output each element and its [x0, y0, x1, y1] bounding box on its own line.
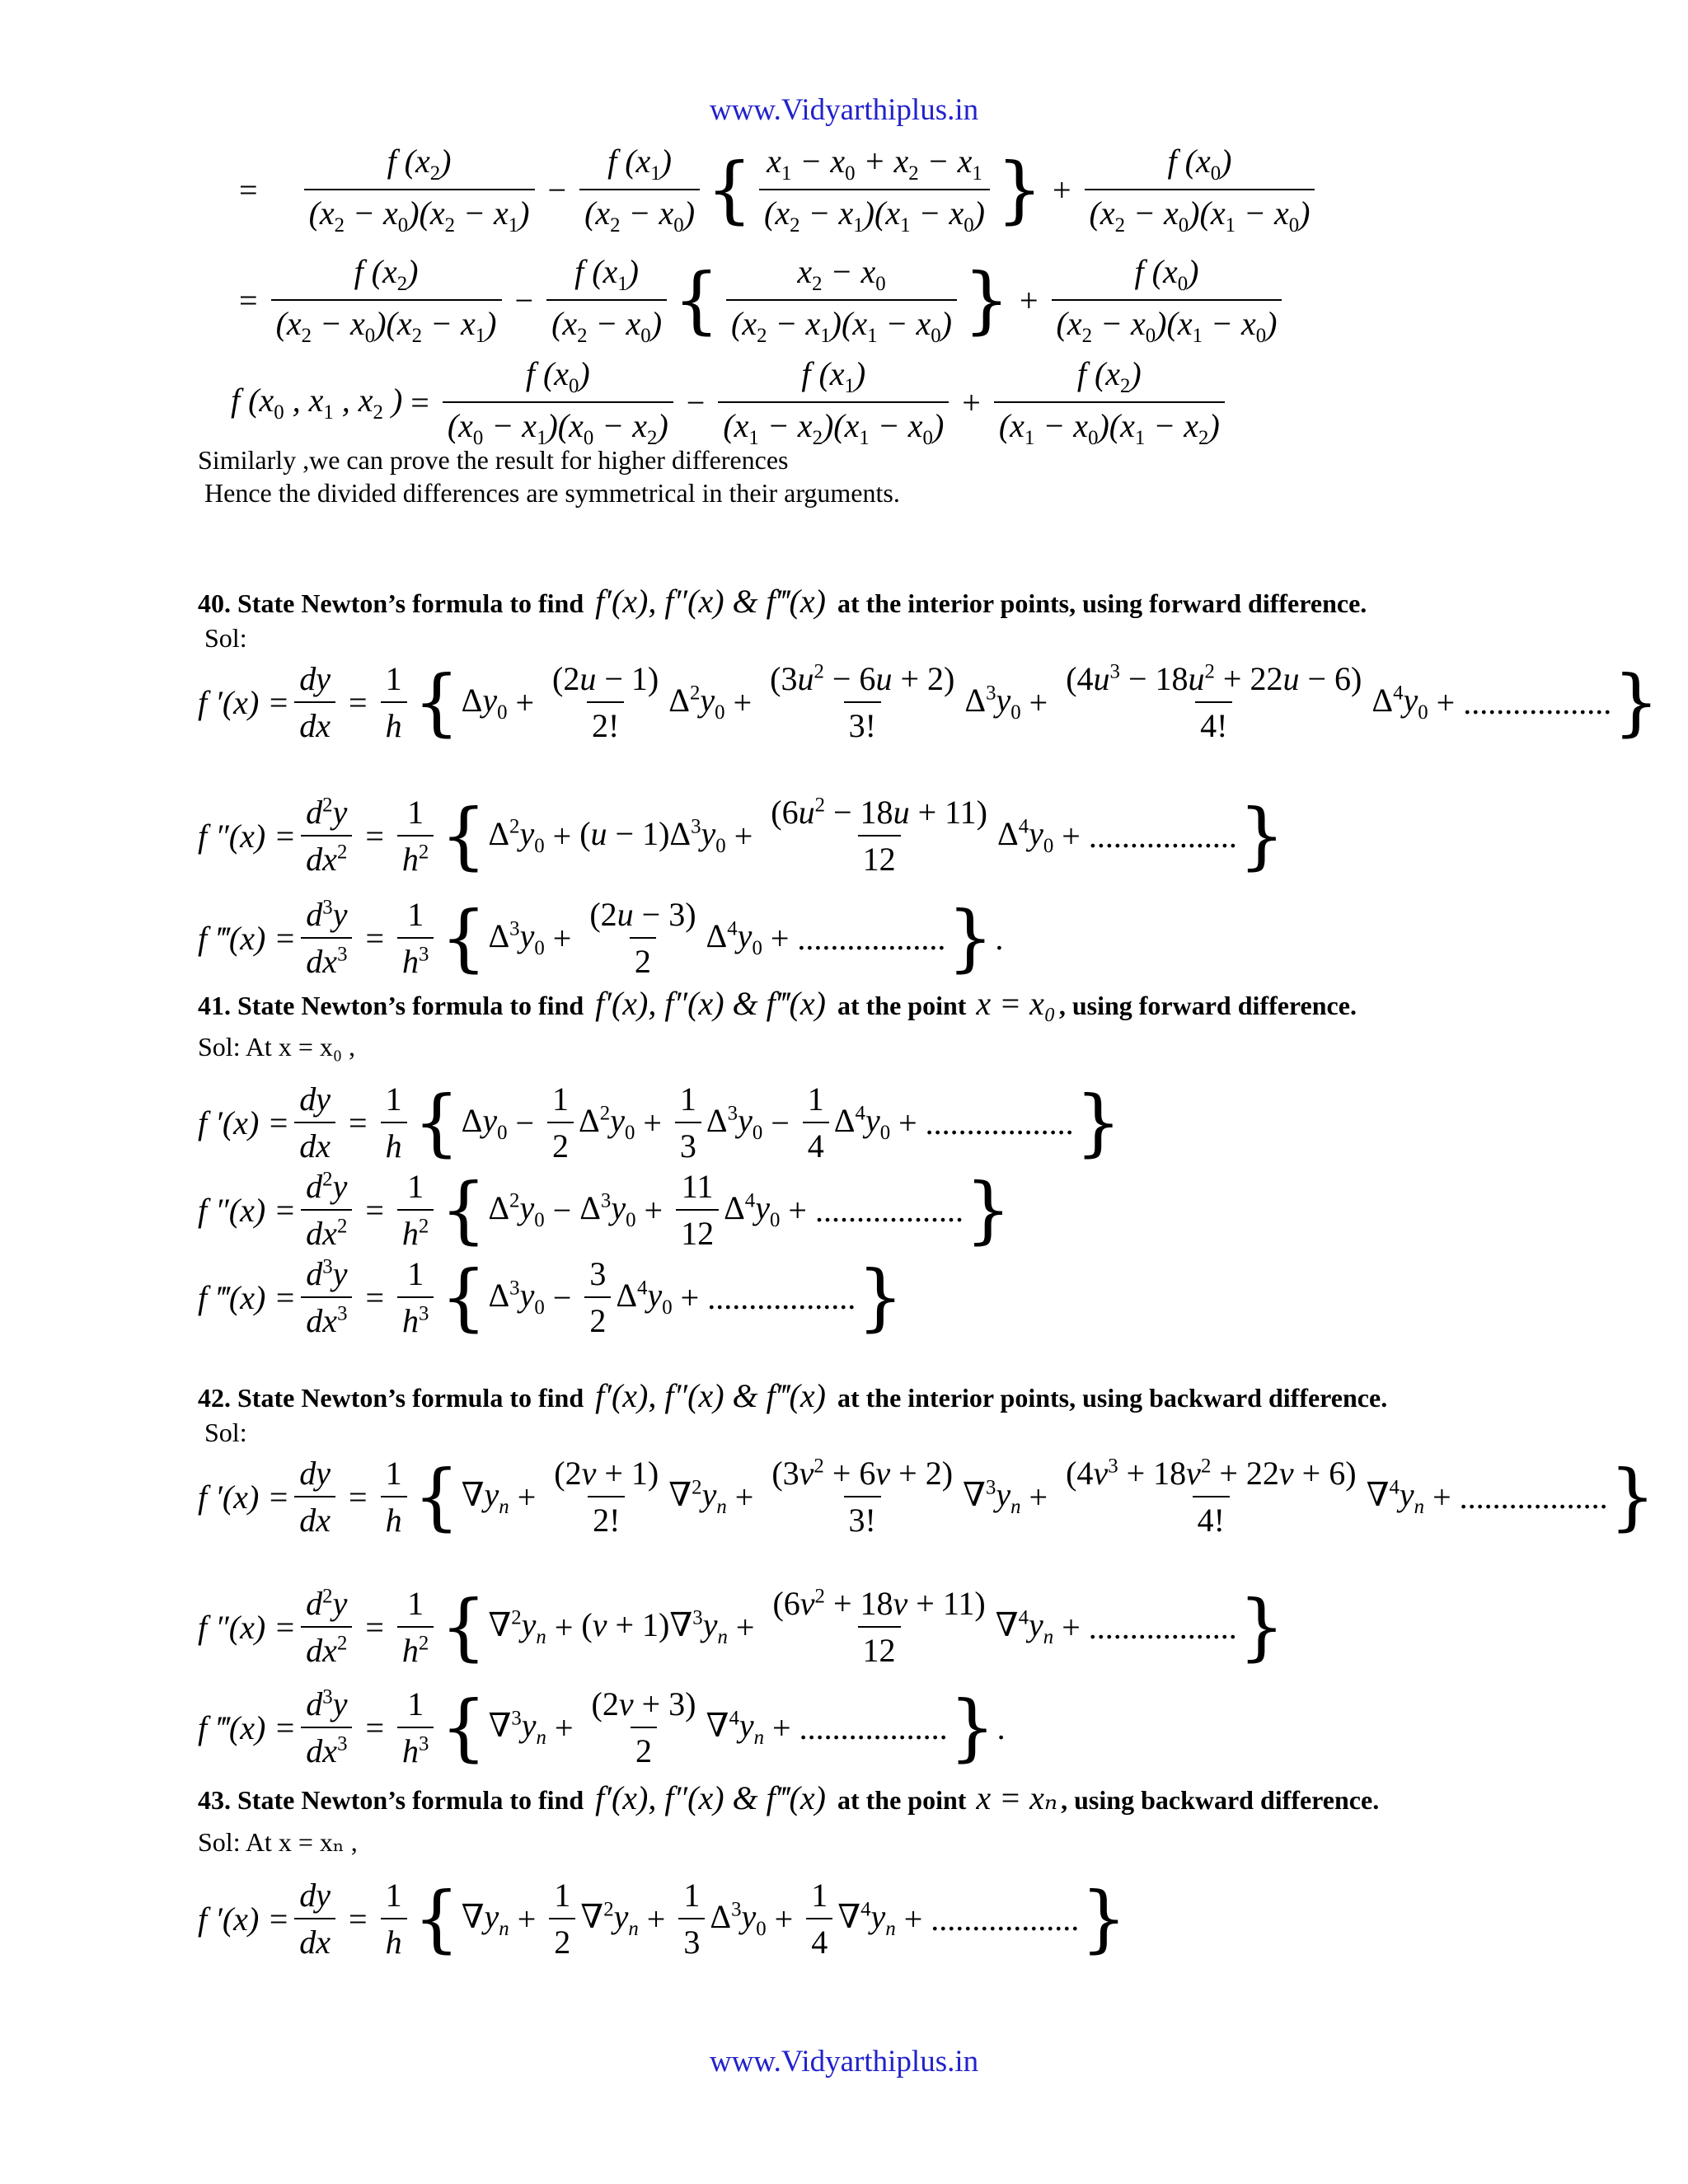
q43-title-point: x = xₙ — [976, 1779, 1058, 1816]
q41-sol: Sol: At x = x₀ , — [198, 1032, 356, 1062]
q41-title-suffix: , using forward difference. — [1058, 991, 1357, 1020]
q43-title-funcs: f′(x), f″(x) & f‴(x) — [595, 1779, 826, 1816]
q41-title-funcs: f′(x), f″(x) & f‴(x) — [595, 985, 826, 1022]
footer-url[interactable]: www.Vidyarthiplus.in — [709, 2045, 979, 2079]
q42-sol: Sol: — [204, 1418, 247, 1447]
divided-difference-step-1: = $\frac{f (x_2)}{(x_2 - x_0)(x_2 - x_1)}$ − $\frac{f (x_1)}{(x_2 - x_0)}$ { $\frac{x_1 - x_0 + x_2 - x_1}{(x_2 - x_1)(x_1 - x_0)}$ } + $\frac{f (x_0)}{(x_2 - x_0)(x_1 - x_0)}$ — [231, 142, 1320, 237]
hence-text: Hence the divided differences are symmetrical in their arguments. — [204, 478, 900, 508]
q40-second-derivative: f ″(x) = $\frac{d^2y}{dx^2}$ = $\frac{1}{h^2}$ { $\Delta^2y_0$ + $(u - 1)\Delta^3y_0$ + $\frac{(6u^2 - 18u + 11)}{12}$ $\Delta^4y_0$ + .................. } — [198, 793, 1285, 878]
q41-title-point: x = x₀ — [976, 985, 1056, 1022]
q41-title-mid: at the point — [837, 991, 967, 1020]
q42-title — [198, 1376, 1387, 1415]
q40-title-funcs: f′(x), f″(x) & f‴(x) — [595, 583, 826, 620]
q40-first-derivative: f ′(x) = $\frac{dy}{dx}$ = $\frac{1}{h}$ { $\Delta y_0$ + $\frac{(2u - 1)}{2!}$ $\Delta^2y_0$ + $\frac{(3u^2 - 6u + 2)}{3!}$ $\Delta^3y_0$ + $\frac{(4u^3 - 18u^2 + 22u - 6)}{4!}$ $\Delta^4y_0$ + .................. } — [198, 659, 1660, 744]
q42-title-funcs: f′(x), f″(x) & f‴(x) — [595, 1377, 826, 1414]
q43-title-suffix: , using backward difference. — [1061, 1785, 1380, 1815]
q40-title-prefix: 40. State Newton’s formula to find — [198, 588, 584, 618]
q42-third-derivative: f ‴(x) = $\frac{d^3y}{dx^3}$ = $\frac{1}{h^3}$ { $\nabla^3y_n$ + $\frac{(2v + 3)}{2}$ $\nabla^4y_n$ + .................. } . — [198, 1685, 1006, 1769]
q42-title-suffix: at the interior points, using backward difference. — [837, 1383, 1388, 1413]
q43-title-mid: at the point — [837, 1785, 967, 1815]
q42-title-prefix: 42. State Newton’s formula to find — [198, 1383, 584, 1413]
q41-third-derivative: f ‴(x) = $\frac{d^3y}{dx^3}$ = $\frac{1}{h^3}$ { $\Delta^3y_0$ − $\frac{3}{2}$ $\Delta^4y_0$ + .................. } — [198, 1254, 904, 1339]
q42-first-derivative: f ′(x) = $\frac{dy}{dx}$ = $\frac{1}{h}$ { $\nabla y_n$ + $\frac{(2v + 1)}{2!}$ $\nabla^2y_n$ + $\frac{(3v^2 + 6v + 2)}{3!}$ $\nabla^3y_n$ + $\frac{(4v^3 + 18v^2 + 22v + 6)}{4!}$ $\nabla^4y_n$ + .................. } — [198, 1454, 1656, 1539]
q43-title-prefix: 43. State Newton’s formula to find — [198, 1785, 584, 1815]
similarly-text: Similarly ,we can prove the result for higher differences — [198, 445, 789, 475]
header-url[interactable]: www.Vidyarthiplus.in — [709, 93, 979, 127]
q41-title — [198, 984, 1357, 1023]
divided-difference-result: f ($x_0$ , $x_1$ , $x_2$ ) = $\frac{f (x_0)}{(x_0 - x_1)(x_0 - x_2)}$ − $\frac{f (x_1)}{(x_1 - x_2)(x_1 - x_0)}$ + $\frac{f (x_2)}{(x_1 - x_0)(x_1 - x_2)}$ — [231, 354, 1230, 450]
q41-first-derivative: f ′(x) = $\frac{dy}{dx}$ = $\frac{1}{h}$ { $\Delta y_0$ − $\frac{1}{2}$ $\Delta^2y_0$ + $\frac{1}{3}$ $\Delta^3y_0$ − $\frac{1}{4}$ $\Delta^4y_0$ + .................. } — [198, 1080, 1122, 1165]
q43-sol: Sol: At x = xₙ , — [198, 1827, 358, 1857]
q42-second-derivative: f ″(x) = $\frac{d^2y}{dx^2}$ = $\frac{1}{h^2}$ { $\nabla^2y_n$ + $(v + 1)\nabla^3y_n$ + $\frac{(6v^2 + 18v + 11)}{12}$ $\nabla^4y_n$ + .................. } — [198, 1584, 1285, 1669]
q40-sol: Sol: — [204, 623, 247, 653]
q41-second-derivative: f ″(x) = $\frac{d^2y}{dx^2}$ = $\frac{1}{h^2}$ { $\Delta^2y_0$ − $\Delta^3y_0$ + $\frac{11}{12}$ $\Delta^4y_0$ + .................. } — [198, 1167, 1011, 1252]
q40-title-suffix: at the interior points, using forward difference. — [837, 588, 1367, 618]
q43-title — [198, 1779, 1379, 1817]
divided-difference-step-2: = $\frac{f (x_2)}{(x_2 - x_0)(x_2 - x_1)}$ − $\frac{f (x_1)}{(x_2 - x_0)}$ { $\frac{x_2 - x_0}{(x_2 - x_1)(x_1 - x_0)}$ } + $\frac{f (x_0)}{(x_2 - x_0)(x_1 - x_0)}$ — [231, 252, 1287, 348]
q40-title — [198, 582, 1367, 621]
q41-title-prefix: 41. State Newton’s formula to find — [198, 991, 584, 1020]
q40-third-derivative: f ‴(x) = $\frac{d^3y}{dx^3}$ = $\frac{1}{h^3}$ { $\Delta^3y_0$ + $\frac{(2u - 3)}{2}$ $\Delta^4y_0$ + .................. } . — [198, 895, 1004, 980]
q43-first-derivative: f ′(x) = $\frac{dy}{dx}$ = $\frac{1}{h}$ { $\nabla y_n$ + $\frac{1}{2}$ $\nabla^2y_n$ + $\frac{1}{3}$ $\Delta^3y_0$ + $\frac{1}{4}$ $\nabla^4y_n$ + .................. } — [198, 1876, 1128, 1961]
